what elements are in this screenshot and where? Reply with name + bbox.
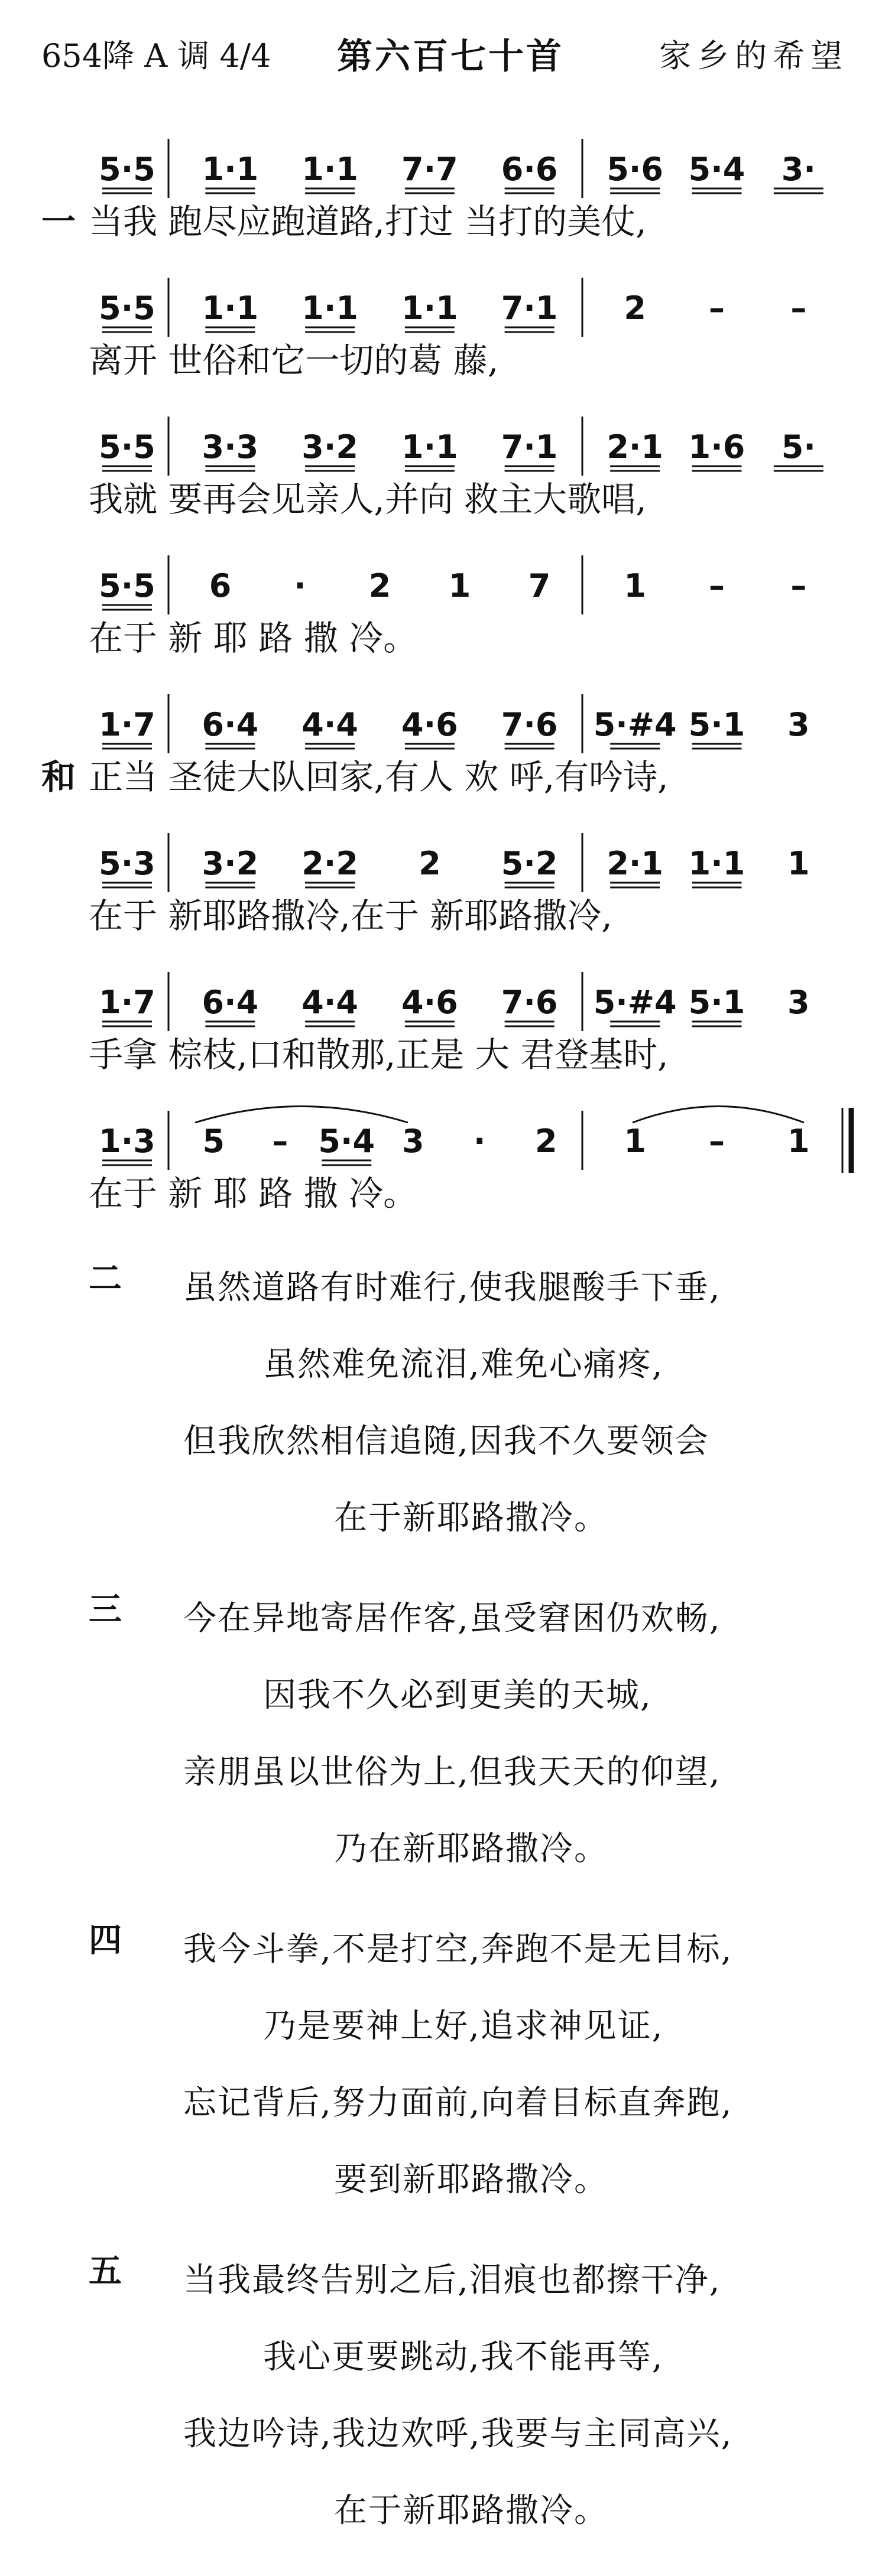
note-token: 5·#4 xyxy=(593,706,677,743)
hymn-number-title: 第六百七十首 xyxy=(337,36,564,77)
note-token: 3 xyxy=(401,1123,424,1160)
lyric-line: 当我 跑尽应跑道路,打过 当打的美仗, xyxy=(89,201,647,242)
lyric-line: 在于 新耶路撒冷,在于 新耶路撒冷, xyxy=(89,896,612,936)
verse-block xyxy=(0,1914,869,2222)
note-token: – xyxy=(709,567,725,604)
note-token: 5·4 xyxy=(318,1123,375,1160)
note-token: · xyxy=(473,1123,486,1160)
tie-slur xyxy=(195,1107,408,1123)
pickup-notes: 5·3 xyxy=(99,845,155,882)
hymn-title: 家乡的希望 xyxy=(659,37,848,74)
note-token: 1·1 xyxy=(401,428,458,466)
note-token: 1·1 xyxy=(202,290,259,327)
note-token: 2 xyxy=(534,1123,557,1160)
note-token: 7·1 xyxy=(501,290,558,327)
note-token: · xyxy=(294,567,306,604)
tie-slur xyxy=(633,1107,804,1123)
verse-line: 我今斗拳,不是打空,奔跑不是无目标, xyxy=(183,1930,733,1969)
note-token: 3 xyxy=(787,706,810,743)
key-signature: 654降 A 调 4/4 xyxy=(41,37,271,74)
verse-line: 要到新耶路撒冷。 xyxy=(334,2161,608,2199)
note-token: 7·6 xyxy=(501,706,558,743)
verse-line: 乃是要神上好,追求神见证, xyxy=(263,2007,664,2045)
lyric-line: 我就 要再会见亲人,并向 救主大歌唱, xyxy=(89,479,647,519)
score xyxy=(0,100,869,1241)
note-token: 1·1 xyxy=(301,151,358,188)
note-token: – xyxy=(790,290,807,327)
note-token: – xyxy=(709,290,725,327)
verse-line: 我心更要跳动,我不能再等, xyxy=(263,2338,664,2376)
note-token: 5·1 xyxy=(688,706,745,743)
note-token: 6·4 xyxy=(202,984,259,1021)
lyric-line: 离开 世俗和它一切的葛 藤, xyxy=(89,340,499,380)
pickup-notes: 5·5 xyxy=(99,290,155,327)
lyric-line: 在于 新 耶 路 撒 冷。 xyxy=(89,618,418,658)
note-token: 2 xyxy=(368,567,391,604)
note-token: 2 xyxy=(419,845,441,882)
verse-line: 虽然道路有时难行,使我腿酸手下垂, xyxy=(183,1269,721,1307)
note-token: – xyxy=(790,567,807,604)
verse-line: 但我欣然相信追随,因我不久要领会 xyxy=(183,1422,709,1461)
note-token: 3·2 xyxy=(301,428,358,466)
note-token: 1 xyxy=(624,1123,646,1160)
note-token: 4·4 xyxy=(301,706,358,743)
note-token: 1·1 xyxy=(688,845,745,882)
note-token: 5·4 xyxy=(688,151,745,188)
note-token: 1 xyxy=(787,1123,810,1160)
note-token: 7·7 xyxy=(401,151,458,188)
verse-number: 三 xyxy=(89,1590,122,1629)
verse-block xyxy=(0,1253,869,1560)
verse-line: 忘记背后,努力面前,向着目标直奔跑, xyxy=(183,2084,733,2122)
verse-line: 在于新耶路撒冷。 xyxy=(334,2492,608,2530)
verse-line: 我边吟诗,我边欢呼,我要与主同高兴, xyxy=(183,2415,733,2453)
note-token: 5·1 xyxy=(688,984,745,1021)
note-token: 4·6 xyxy=(401,984,458,1021)
note-token: 2·1 xyxy=(607,845,664,882)
verse-line: 当我最终告别之后,泪痕也都擦干净, xyxy=(183,2261,721,2299)
note-token: 3·2 xyxy=(202,845,259,882)
lyric-line: 手拿 棕枝,口和散那,正是 大 君登基时, xyxy=(89,1035,669,1075)
note-token: – xyxy=(272,1123,288,1160)
note-token: 4·6 xyxy=(401,706,458,743)
pickup-notes: 1·7 xyxy=(99,984,155,1021)
note-token: 1·1 xyxy=(401,290,458,327)
note-token: 6·4 xyxy=(202,706,259,743)
note-token: 5·2 xyxy=(501,845,558,882)
verse-label: 一 xyxy=(41,201,76,242)
pickup-notes: 5·5 xyxy=(99,428,155,466)
note-token: 6 xyxy=(209,567,232,604)
lyric-line: 正当 圣徒大队回家,有人 欢 呼,有吟诗, xyxy=(89,757,669,797)
note-token: 5·6 xyxy=(607,151,664,188)
note-token: 1·6 xyxy=(688,428,745,466)
note-token: 3·3 xyxy=(202,428,259,466)
note-token: 2·1 xyxy=(607,428,664,466)
note-token: 1 xyxy=(787,845,810,882)
note-token: 2 xyxy=(624,290,646,327)
pickup-notes: 1·3 xyxy=(99,1123,155,1160)
note-token: 5·#4 xyxy=(593,984,677,1021)
note-token: 3 xyxy=(787,984,810,1021)
note-token: 7 xyxy=(528,567,551,604)
verse-line: 在于新耶路撒冷。 xyxy=(334,1499,608,1537)
note-token: 4·4 xyxy=(301,984,358,1021)
pickup-notes: 5·5 xyxy=(99,567,155,604)
note-token: 7·6 xyxy=(501,984,558,1021)
note-token: 2·2 xyxy=(301,845,358,882)
verse-number: 四 xyxy=(89,1921,122,1960)
pickup-notes: 5·5 xyxy=(99,151,155,188)
verse-line: 亲朋虽以世俗为上,但我天天的仰望, xyxy=(183,1753,721,1791)
page-header xyxy=(0,0,869,100)
verse-label: 和 xyxy=(41,757,76,797)
verse-texts xyxy=(0,1253,869,2576)
note-token: – xyxy=(709,1123,725,1160)
note-token: 1 xyxy=(448,567,471,604)
note-token: 1·1 xyxy=(301,290,358,327)
verse-line: 因我不久必到更美的天城, xyxy=(263,1676,652,1715)
note-token: 1·1 xyxy=(202,151,259,188)
verse-number: 二 xyxy=(89,1259,122,1298)
verse-number: 五 xyxy=(89,2252,122,2291)
note-token: 3· xyxy=(781,151,816,188)
verse-block xyxy=(0,1583,869,1891)
note-token: 1 xyxy=(624,567,646,604)
note-token: 7·1 xyxy=(501,428,558,466)
lyric-line: 在于 新 耶 路 撒 冷。 xyxy=(89,1173,418,1214)
pickup-notes: 1·7 xyxy=(99,706,155,743)
note-token: 5· xyxy=(781,428,816,466)
verse-line: 今在异地寄居作客,虽受窘困仍欢畅, xyxy=(183,1599,721,1638)
verse-block xyxy=(0,2245,869,2552)
verse-line: 虽然难免流泪,难免心痛疼, xyxy=(263,1345,664,1384)
verse-line: 乃在新耶路撒冷。 xyxy=(334,1830,608,1868)
note-token: 5 xyxy=(202,1123,225,1160)
note-token: 6·6 xyxy=(501,151,558,188)
